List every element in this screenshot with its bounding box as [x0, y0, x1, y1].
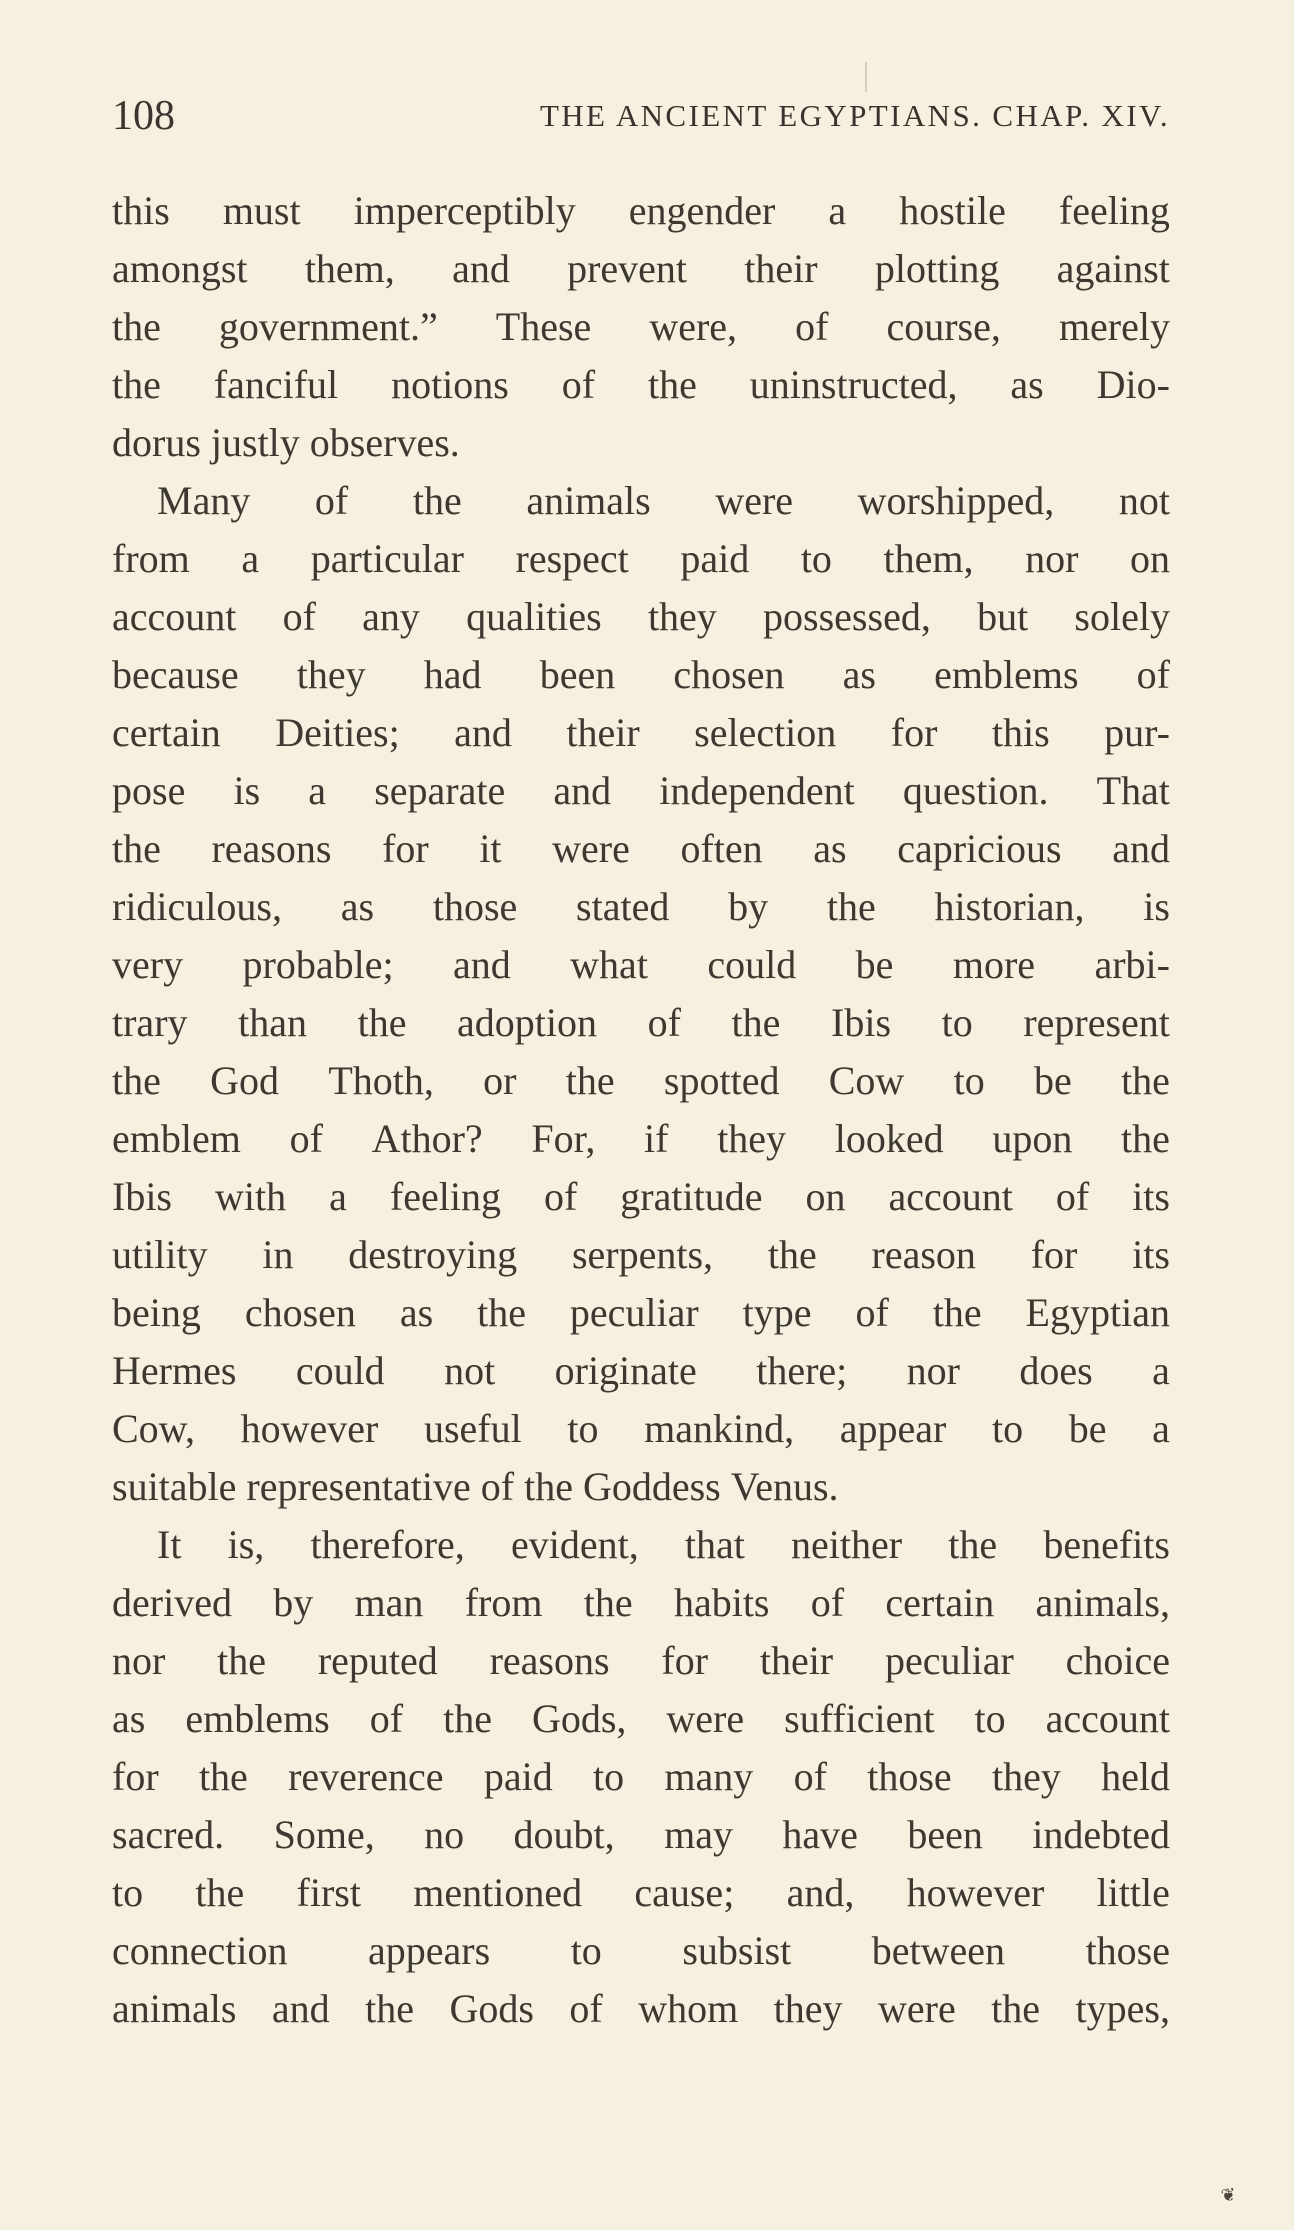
- text-word: reason: [871, 1232, 976, 1277]
- text-word: and: [454, 710, 512, 755]
- text-word: For,: [531, 1116, 596, 1161]
- text-word: to: [567, 1406, 599, 1451]
- text-word: Some,: [273, 1812, 375, 1857]
- text-word: for: [661, 1638, 709, 1683]
- text-word: the: [112, 826, 161, 871]
- text-word: what: [570, 942, 648, 987]
- running-head: THE ANCIENT EGYPTIANS. CHAP. XIV.: [539, 98, 1170, 133]
- text-word: of: [369, 1696, 404, 1741]
- text-word: originate: [554, 1348, 697, 1393]
- text-word: probable;: [242, 942, 394, 987]
- text-word: the: [767, 1232, 817, 1277]
- text-word: for: [382, 826, 429, 871]
- text-word: for: [112, 1754, 159, 1799]
- text-word: prevent: [567, 246, 688, 291]
- text-word: Cow,: [112, 1406, 195, 1451]
- text-word: that: [684, 1522, 745, 1567]
- text-line: [112, 704, 1170, 762]
- text-word: therefore,: [310, 1522, 465, 1567]
- text-line: [112, 1284, 1170, 1342]
- text-word: be: [855, 942, 894, 987]
- text-word: feeling: [389, 1174, 501, 1219]
- text-word: evident,: [510, 1522, 639, 1567]
- text-word: the: [991, 1986, 1041, 2031]
- text-word: very: [112, 942, 184, 987]
- text-word: That: [1096, 768, 1170, 813]
- page-number: 108: [112, 93, 175, 139]
- text-word: as: [399, 1290, 434, 1335]
- text-word: as: [340, 884, 375, 929]
- text-word: of: [793, 1754, 827, 1799]
- text-word: Gods: [449, 1986, 534, 2031]
- text-word: paid: [680, 536, 750, 581]
- text-word: have: [782, 1812, 858, 1857]
- text-word: Deities;: [275, 710, 400, 755]
- text-word: a: [241, 536, 260, 581]
- text-word: capricious: [897, 826, 1062, 871]
- text-word: any: [362, 594, 420, 639]
- text-word: the: [412, 478, 462, 523]
- text-word: the: [198, 1754, 248, 1799]
- text-word: for: [1030, 1232, 1078, 1277]
- text-word: and: [452, 942, 511, 987]
- text-word: It: [157, 1522, 182, 1567]
- text-word: from: [112, 536, 190, 581]
- text-word: and,: [786, 1870, 855, 1915]
- text-word: engender: [628, 188, 776, 233]
- text-word: the: [365, 1986, 414, 2031]
- text-word: selection: [694, 710, 837, 755]
- text-word: little: [1096, 1870, 1170, 1915]
- text-word: of: [543, 1174, 578, 1219]
- text-word: of: [480, 1464, 515, 1509]
- text-word: however: [240, 1406, 379, 1451]
- text-word: to: [112, 1870, 144, 1915]
- text-word: of: [289, 1116, 323, 1161]
- text-word: reputed: [317, 1638, 438, 1683]
- text-word: Goddess: [582, 1464, 721, 1509]
- printer-ornament-icon: ❦: [1219, 2184, 1238, 2206]
- text-word: in: [262, 1232, 294, 1277]
- text-word: cause;: [634, 1870, 735, 1915]
- text-word: types,: [1075, 1986, 1170, 2031]
- text-word: mankind,: [644, 1406, 795, 1451]
- text-word: of: [855, 1290, 889, 1335]
- text-word: the: [583, 1580, 633, 1625]
- text-word: with: [215, 1174, 287, 1219]
- text-word: those: [867, 1754, 952, 1799]
- text-word: of: [282, 594, 316, 639]
- text-word: the: [1121, 1116, 1170, 1161]
- text-word: is: [233, 768, 261, 813]
- text-word: could: [295, 1348, 385, 1393]
- text-word: on: [1129, 536, 1170, 581]
- text-word: to: [800, 536, 832, 581]
- text-word: connection: [112, 1928, 288, 1973]
- text-word: were: [552, 826, 630, 871]
- text-word: indebted: [1032, 1812, 1170, 1857]
- text-line: [112, 820, 1170, 878]
- text-word: adoption: [457, 1000, 598, 1045]
- text-word: the: [195, 1870, 245, 1915]
- text-word: spotted: [663, 1058, 780, 1103]
- text-word: be: [1068, 1406, 1107, 1451]
- text-word: destroying: [348, 1232, 518, 1277]
- text-word: emblem: [112, 1116, 241, 1161]
- text-word: were: [878, 1986, 956, 2031]
- text-word: ridiculous,: [112, 884, 282, 929]
- text-line: [112, 1806, 1170, 1864]
- text-line: [112, 414, 1170, 472]
- text-word: peculiar: [884, 1638, 1014, 1683]
- text-word: them,: [304, 246, 395, 291]
- text-line: [112, 646, 1170, 704]
- text-word: the: [1121, 1058, 1170, 1103]
- text-word: Ibis: [112, 1174, 172, 1219]
- text-line: [112, 182, 1170, 240]
- text-word: to: [941, 1000, 973, 1045]
- text-word: and: [1112, 826, 1170, 871]
- text-word: than: [238, 1000, 307, 1045]
- text-word: particular: [310, 536, 464, 581]
- text-word: often: [680, 826, 763, 871]
- text-word: their: [759, 1638, 834, 1683]
- text-word: the: [565, 1058, 615, 1103]
- text-word: more: [952, 942, 1036, 987]
- text-word: them,: [883, 536, 974, 581]
- text-word: this: [112, 188, 170, 233]
- text-word: nor: [906, 1348, 960, 1393]
- text-word: by: [273, 1580, 314, 1625]
- text-word: Dio-: [1096, 362, 1170, 407]
- text-word: as: [842, 652, 876, 697]
- text-line: [112, 588, 1170, 646]
- text-word: to: [570, 1928, 602, 1973]
- text-line: [112, 1922, 1170, 1980]
- text-word: dorus: [112, 420, 201, 465]
- text-word: course,: [886, 304, 1001, 349]
- text-word: not: [1118, 478, 1170, 523]
- text-word: choice: [1065, 1638, 1170, 1683]
- text-word: question.: [902, 768, 1049, 813]
- text-word: be: [1034, 1058, 1072, 1103]
- text-word: doubt,: [513, 1812, 615, 1857]
- text-word: representative: [246, 1464, 471, 1509]
- text-word: uninstructed,: [749, 362, 958, 407]
- text-word: held: [1101, 1754, 1170, 1799]
- text-word: it: [479, 826, 502, 871]
- text-word: there;: [756, 1348, 848, 1393]
- text-word: respect: [515, 536, 629, 581]
- text-word: the: [357, 1000, 407, 1045]
- text-word: Gods,: [531, 1696, 627, 1741]
- text-word: These: [495, 304, 592, 349]
- text-word: appears: [368, 1928, 491, 1973]
- text-line: [112, 1342, 1170, 1400]
- text-word: represent: [1023, 1000, 1170, 1045]
- text-word: sacred.: [112, 1812, 225, 1857]
- text-word: separate: [374, 768, 506, 813]
- text-word: the: [443, 1696, 492, 1741]
- text-word: the: [826, 884, 876, 929]
- text-word: emblems: [934, 652, 1079, 697]
- text-word: its: [1132, 1232, 1170, 1277]
- text-word: is,: [227, 1522, 265, 1567]
- text-word: whom: [638, 1986, 739, 2031]
- text-line: [112, 1052, 1170, 1110]
- text-word: looked: [834, 1116, 944, 1161]
- text-line: [112, 994, 1170, 1052]
- text-word: they: [296, 652, 366, 697]
- text-word: hostile: [899, 188, 1006, 233]
- text-word: but: [977, 594, 1029, 639]
- text-word: nor: [112, 1638, 166, 1683]
- text-word: the: [112, 1058, 161, 1103]
- text-line: [112, 1574, 1170, 1632]
- text-word: emblems: [185, 1696, 330, 1741]
- text-word: by: [728, 884, 769, 929]
- text-word: trary: [112, 1000, 188, 1045]
- text-word: the: [477, 1290, 526, 1335]
- text-word: notions: [391, 362, 509, 407]
- text-word: reasons: [489, 1638, 610, 1683]
- page-header: [112, 88, 1170, 144]
- text-word: worshipped,: [857, 478, 1055, 523]
- text-line: [112, 1516, 1170, 1574]
- text-word: to: [593, 1754, 625, 1799]
- text-word: solely: [1074, 594, 1170, 639]
- text-word: mentioned: [413, 1870, 583, 1915]
- text-word: first: [296, 1870, 361, 1915]
- text-word: justly: [210, 420, 300, 465]
- text-word: as: [112, 1696, 146, 1741]
- text-word: because: [112, 652, 239, 697]
- text-line: [112, 936, 1170, 994]
- text-line: [112, 298, 1170, 356]
- text-line: [112, 1400, 1170, 1458]
- text-word: sufficient: [784, 1696, 935, 1741]
- text-word: peculiar: [569, 1290, 699, 1335]
- text-word: were,: [649, 304, 738, 349]
- text-word: and: [452, 246, 510, 291]
- text-line: [112, 1168, 1170, 1226]
- text-word: been: [539, 652, 616, 697]
- text-word: nor: [1025, 536, 1079, 581]
- text-word: pose: [112, 768, 186, 813]
- text-word: qualities: [466, 594, 602, 639]
- text-word: Cow: [828, 1058, 905, 1103]
- text-word: had: [423, 652, 482, 697]
- text-word: useful: [423, 1406, 522, 1451]
- text-line: [112, 1110, 1170, 1168]
- text-word: if: [644, 1116, 669, 1161]
- text-word: the: [932, 1290, 982, 1335]
- text-word: they: [717, 1116, 787, 1161]
- text-word: from: [464, 1580, 543, 1625]
- text-word: been: [907, 1812, 983, 1857]
- text-word: animals,: [1035, 1580, 1170, 1625]
- text-word: against: [1056, 246, 1170, 291]
- text-line: [112, 878, 1170, 936]
- text-line: [112, 356, 1170, 414]
- text-word: those: [432, 884, 518, 929]
- text-word: many: [664, 1754, 754, 1799]
- text-word: animals: [112, 1986, 237, 2031]
- text-word: their: [744, 246, 818, 291]
- text-line: [112, 1226, 1170, 1284]
- text-word: chosen: [244, 1290, 356, 1335]
- text-word: between: [871, 1928, 1006, 1973]
- text-word: they: [647, 594, 717, 639]
- text-word: government.”: [218, 304, 438, 349]
- text-word: paid: [483, 1754, 553, 1799]
- text-word: on: [805, 1174, 846, 1219]
- text-line: [112, 1980, 1170, 2038]
- text-line: [112, 1690, 1170, 1748]
- text-word: fanciful: [213, 362, 339, 407]
- text-word: account: [888, 1174, 1013, 1219]
- text-word: Egyptian: [1025, 1290, 1170, 1335]
- text-word: habits: [673, 1580, 770, 1625]
- text-word: Venus.: [730, 1464, 839, 1509]
- text-word: of: [647, 1000, 681, 1045]
- text-word: of: [810, 1580, 845, 1625]
- text-line: [112, 1864, 1170, 1922]
- text-word: of: [1136, 652, 1170, 697]
- text-word: they: [773, 1986, 843, 2031]
- text-word: no: [424, 1812, 465, 1857]
- text-word: account: [1045, 1696, 1170, 1741]
- text-word: not: [444, 1348, 496, 1393]
- text-line: [112, 762, 1170, 820]
- text-word: historian,: [934, 884, 1085, 929]
- text-word: imperceptibly: [353, 188, 576, 233]
- text-line: [112, 530, 1170, 588]
- text-word: subsist: [682, 1928, 792, 1973]
- text-word: the: [217, 1638, 267, 1683]
- text-word: certain: [885, 1580, 995, 1625]
- text-word: their: [566, 710, 640, 755]
- text-word: were: [715, 478, 794, 523]
- text-word: the: [524, 1464, 573, 1509]
- text-word: could: [707, 942, 797, 987]
- text-word: for: [890, 710, 938, 755]
- text-word: and: [271, 1986, 330, 2031]
- text-word: a: [1152, 1348, 1170, 1393]
- text-word: the: [731, 1000, 781, 1045]
- text-word: to: [992, 1406, 1024, 1451]
- text-word: being: [112, 1290, 201, 1335]
- text-word: observes.: [309, 420, 460, 465]
- text-word: of: [314, 478, 349, 523]
- text-word: a: [1152, 1406, 1170, 1451]
- text-word: pur-: [1104, 710, 1170, 755]
- text-word: this: [991, 710, 1050, 755]
- text-word: must: [222, 188, 301, 233]
- text-line: [112, 240, 1170, 298]
- text-word: of: [795, 304, 829, 349]
- text-word: may: [664, 1812, 733, 1857]
- text-word: and: [553, 768, 612, 813]
- text-word: the: [948, 1522, 998, 1567]
- text-word: however: [906, 1870, 1045, 1915]
- text-word: does: [1019, 1348, 1093, 1393]
- text-line: [112, 1632, 1170, 1690]
- text-word: derived: [112, 1580, 232, 1625]
- text-word: of: [1055, 1174, 1090, 1219]
- text-word: amongst: [112, 246, 248, 291]
- text-word: independent: [659, 768, 855, 813]
- text-word: Many: [157, 478, 251, 523]
- text-word: plotting: [874, 246, 1000, 291]
- text-word: arbi-: [1094, 942, 1170, 987]
- text-word: God: [210, 1058, 280, 1103]
- text-word: merely: [1058, 304, 1170, 349]
- text-line: [112, 1458, 1170, 1516]
- text-word: serpents,: [571, 1232, 714, 1277]
- text-word: is: [1143, 884, 1170, 929]
- text-line: [112, 1748, 1170, 1806]
- text-word: neither: [791, 1522, 903, 1567]
- text-word: a: [329, 1174, 347, 1219]
- text-word: Ibis: [831, 1000, 892, 1045]
- text-word: the: [112, 304, 161, 349]
- text-word: of: [561, 362, 596, 407]
- text-word: reverence: [288, 1754, 444, 1799]
- text-word: reasons: [211, 826, 332, 871]
- text-word: Hermes: [112, 1348, 237, 1393]
- text-word: feeling: [1058, 188, 1170, 233]
- text-word: possessed,: [763, 594, 931, 639]
- text-word: a: [308, 768, 327, 813]
- text-word: account: [112, 594, 237, 639]
- text-word: benefits: [1043, 1522, 1170, 1567]
- text-word: certain: [112, 710, 221, 755]
- text-word: or: [483, 1058, 517, 1103]
- text-word: gratitude: [620, 1174, 763, 1219]
- page-body-text: [112, 182, 1170, 2038]
- text-word: suitable: [112, 1464, 237, 1509]
- text-word: as: [813, 826, 847, 871]
- text-word: were: [666, 1696, 745, 1741]
- text-word: they: [991, 1754, 1061, 1799]
- text-word: Thoth,: [328, 1058, 434, 1103]
- text-word: the: [112, 362, 161, 407]
- text-word: of: [569, 1986, 603, 2031]
- text-word: utility: [112, 1232, 208, 1277]
- text-word: those: [1085, 1928, 1170, 1973]
- text-word: type: [742, 1290, 812, 1335]
- text-word: chosen: [673, 652, 785, 697]
- text-word: as: [1010, 362, 1044, 407]
- text-word: its: [1132, 1174, 1170, 1219]
- text-word: the: [648, 362, 697, 407]
- text-word: upon: [992, 1116, 1073, 1161]
- text-line: [112, 472, 1170, 530]
- text-word: to: [953, 1058, 985, 1103]
- text-word: stated: [576, 884, 670, 929]
- text-word: man: [354, 1580, 424, 1625]
- text-word: a: [828, 188, 847, 233]
- text-word: animals: [526, 478, 651, 523]
- text-word: to: [974, 1696, 1006, 1741]
- text-word: Athor?: [371, 1116, 483, 1161]
- text-word: appear: [839, 1406, 947, 1451]
